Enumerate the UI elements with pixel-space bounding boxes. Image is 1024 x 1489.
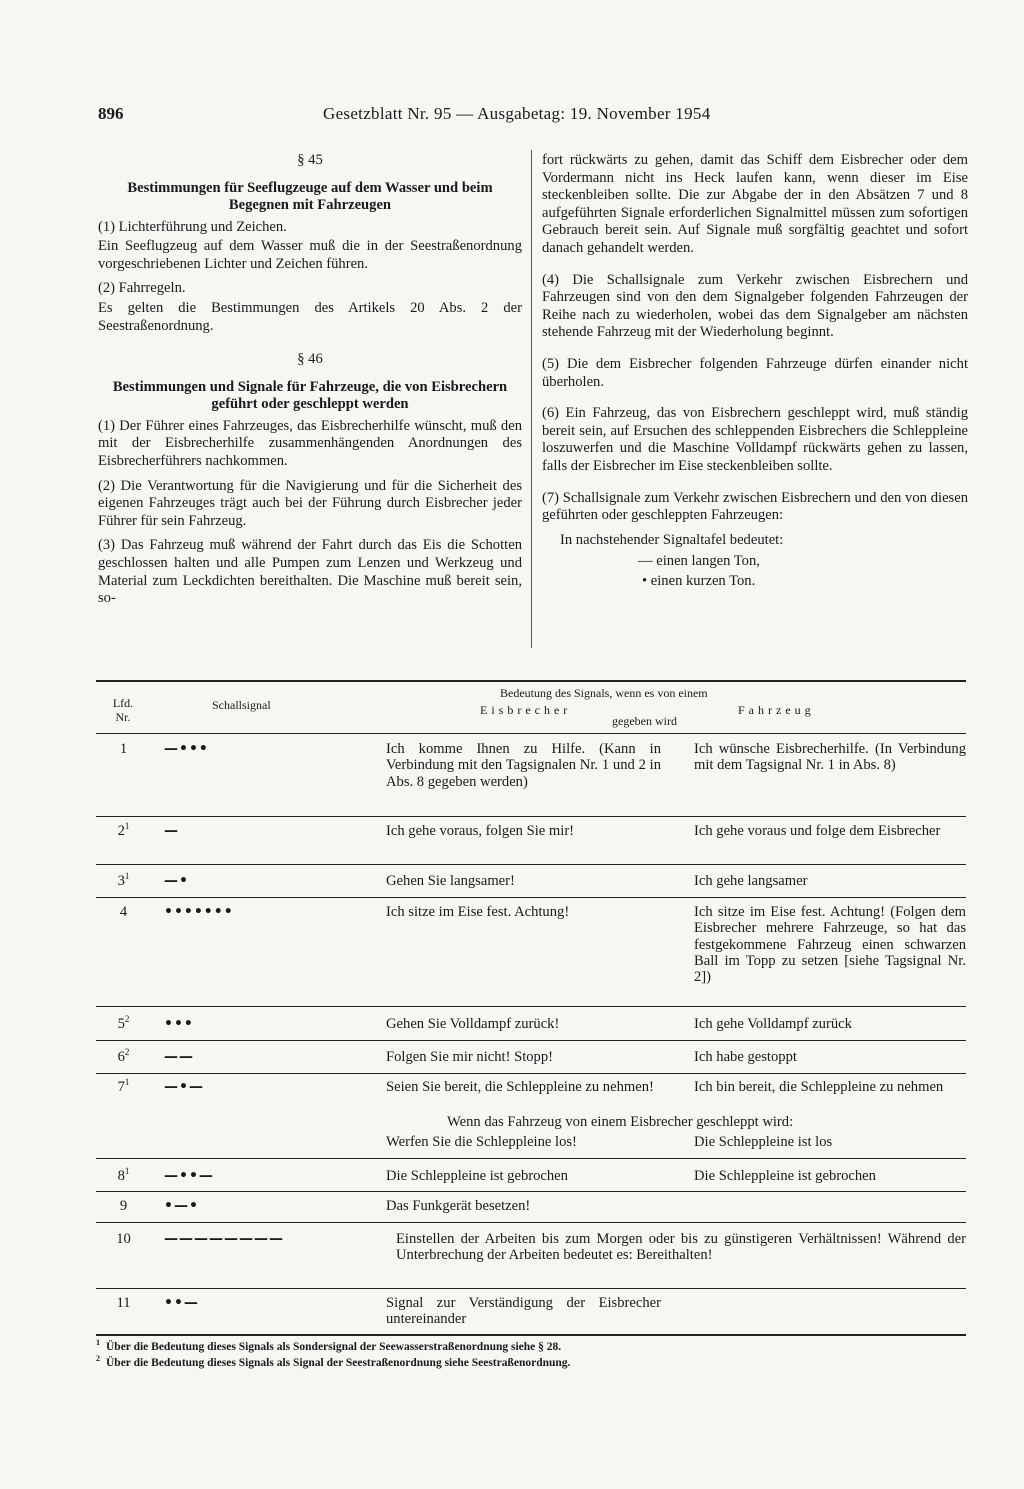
sound-signal: —••— xyxy=(164,1168,214,1184)
section-46-para-3: (3) Das Fahrzeug muß während der Fahrt durch das Eis die Schotten geschlossen halten und alle Pumpen zum Lenzen und Werkzeug und Material zum Leckdichten bereithalten. Die Maschine muß bereit sein, so- xyxy=(98,537,522,607)
page-header xyxy=(0,104,1024,128)
icebreaker-meaning: Ich gehe voraus, folgen Sie mir! xyxy=(386,823,575,839)
footnote-2: $^2$ Über die Bedeutung dieses Signals als Signal der Seestraßenordnung siehe Seestraßenordnung. xyxy=(96,1354,571,1369)
sound-signal: — xyxy=(164,823,179,839)
table-bottom-rule xyxy=(96,1334,966,1336)
footnote-1: $^1$ Über die Bedeutung dieses Signals als Sondersignal der Seewasserstraßenordnung siehe § 28. xyxy=(96,1338,562,1353)
legend-long-tone: — einen langen Ton, xyxy=(638,553,760,570)
header-schallsignal: Schallsignal xyxy=(212,698,271,712)
vessel-meaning: Die Schleppleine ist gebrochen xyxy=(694,1168,876,1184)
section-45-para-1-label: (1) Lichterführung und Zeichen. xyxy=(98,218,287,235)
section-45-para-2-label: (2) Fahrregeln. xyxy=(98,280,186,297)
row-number: $8^1$ xyxy=(117,1166,130,1184)
vessel-meaning: Ich bin bereit, die Schleppleine zu nehmen xyxy=(694,1079,944,1095)
header-bedeutung: Bedeutung des Signals, wenn es von einem xyxy=(500,686,708,700)
section-46-para-6: (6) Ein Fahrzeug, das von Eisbrechern geschleppt wird, muß ständig bereit sein, auf Ersuchen des schleppenden Eisbrechers die Schleppleine loszuwerfen und die Maschine Volldampf rückwärts gehen zu lassen, falls der Eisbrecher im Eise steckenbleiben sollte. xyxy=(542,405,968,474)
section-45-para-1: Ein Seeflugzeug auf dem Wasser muß die in der Seestraßenordnung vorgeschriebenen Lichter und Zeichen führen. xyxy=(98,238,522,272)
section-46-para-3-continued: fort rückwärts zu gehen, damit das Schiff dem Eisbrecher oder dem Vordermann nicht ins Heck laufen kann, wenn dieser im Eise steckenbleiben sollte. Die zur Abgabe der in den Absätzen 7 und 8 aufgeführten Signale erforderlichen Signalmittel müssen zum sofortigen Gebrauch bereit sein. Auf Signale muß sorgfältig geachtet und sofort danach gehandelt werden. xyxy=(542,152,968,256)
section-46-title: Bestimmungen und Signale für Fahrzeuge, die von Eisbrechern geführt oder geschleppt werden xyxy=(112,378,508,412)
sound-signal: —— xyxy=(164,1049,194,1065)
row-divider xyxy=(96,1158,966,1159)
section-46-para-4: (4) Die Schallsignale zum Verkehr zwischen Eisbrechern und Fahrzeugen sind von den dem Signalgeber folgenden Fahrzeugen der Reihe nach zu wiederholen, wobei das dem Signalgeber am nächsten stehende Fahrzeug mit der Wiederholung beginnt. xyxy=(542,271,968,341)
icebreaker-meaning: Ich komme Ihnen zu Hilfe. (Kann in Verbindung mit den Tagsignalen Nr. 1 und 2 in Abs. 8 gegeben werden) xyxy=(386,741,661,790)
header-fahrzeug: Fahrzeug xyxy=(738,703,815,717)
section-46-para-7: (7) Schallsignale zum Verkehr zwischen Eisbrechern und den von diesen geführten oder geschleppten Fahrzeugen: xyxy=(542,489,968,524)
section-45-title: Bestimmungen für Seeflugzeuge auf dem Wasser und beim Begegnen mit Fahrzeugen xyxy=(127,179,493,213)
row-number: 4 xyxy=(119,904,128,920)
section-46-para-1: (1) Der Führer eines Fahrzeuges, das Eisbrecherhilfe wünscht, muß den mit der Eisbrecherhilfe zusammenhängenden Anordnungen des Eisbrecherführers nachkommen. xyxy=(98,417,522,469)
vessel-meaning: Ich sitze im Eise fest. Achtung! (Folgen dem Eisbrecher mehrere Fahrzeuge, so hat das festgekommene Fahrzeug einen schwarzen Ball im Topp zu setzen [siehe Tagsignal Nr. 2]) xyxy=(694,904,966,986)
page-number: 896 xyxy=(98,104,124,123)
section-45-para-2: Es gelten die Bestimmungen des Artikels 20 Abs. 2 der Seestraßenordnung. xyxy=(98,299,522,334)
sound-signal: •—• xyxy=(164,1198,199,1214)
sound-signal: ———————— xyxy=(164,1231,284,1247)
icebreaker-meaning: Gehen Sie Volldampf zurück! xyxy=(386,1016,560,1032)
sound-signal: ••••••• xyxy=(164,904,234,920)
sound-signal: ••— xyxy=(164,1295,199,1311)
icebreaker-meaning: Ich sitze im Eise fest. Achtung! xyxy=(386,904,570,920)
column-divider xyxy=(531,150,532,648)
vessel-meaning: Ich habe gestoppt xyxy=(694,1049,797,1065)
sound-signal: —• xyxy=(164,873,189,889)
icebreaker-meaning: Das Funkgerät besetzen! xyxy=(386,1198,531,1214)
vessel-meaning-towed: Die Schleppleine ist los xyxy=(694,1134,833,1150)
vessel-meaning: Ich gehe langsamer xyxy=(694,873,808,889)
towing-note: Wenn das Fahrzeug von einem Eisbrecher geschleppt wird: xyxy=(447,1114,794,1130)
row-divider xyxy=(96,1073,966,1074)
row-number: 11 xyxy=(116,1295,131,1311)
sound-signal: —•— xyxy=(164,1079,204,1095)
header-gegeben: gegeben wird xyxy=(612,714,677,728)
row-divider xyxy=(96,1040,966,1041)
section-46-para-5: (5) Die dem Eisbrecher folgenden Fahrzeuge dürfen einander nicht überholen. xyxy=(542,355,968,390)
vessel-meaning: Ich gehe voraus und folge dem Eisbrecher xyxy=(694,823,941,839)
row-number: $6^2$ xyxy=(117,1047,130,1065)
shared-meaning: Einstellen der Arbeiten bis zum Morgen oder bis zu günstigeren Verhältnissen! Während der Unterbrechung der Arbeiten bedeutet es: Bereithalten! xyxy=(396,1231,966,1264)
left-column xyxy=(98,152,522,615)
table-top-rule xyxy=(96,680,966,682)
icebreaker-meaning: Folgen Sie mir nicht! Stopp! xyxy=(386,1049,554,1065)
header-eisbrecher: Eisbrecher xyxy=(480,703,572,717)
row-number: 9 xyxy=(119,1198,128,1214)
signal-legend-intro: In nachstehender Signaltafel bedeutet: xyxy=(560,531,784,548)
vessel-meaning: Ich wünsche Eisbrecherhilfe. (In Verbindung mit dem Tagsignal Nr. 1 in Abs. 8) xyxy=(694,741,966,774)
row-number: $2^1$ xyxy=(117,821,130,839)
row-divider xyxy=(96,864,966,865)
table-header-rule xyxy=(96,733,966,734)
row-number: $3^1$ xyxy=(117,871,130,889)
header-nr: Nr. xyxy=(115,710,131,724)
row-number: $5^2$ xyxy=(117,1014,130,1032)
header-lfd: Lfd. xyxy=(112,696,134,710)
section-45-heading: § 45 xyxy=(297,152,323,168)
icebreaker-meaning: Seien Sie bereit, die Schleppleine zu nehmen! xyxy=(386,1079,654,1095)
row-number: 10 xyxy=(116,1231,131,1247)
header-lfd-nr xyxy=(108,696,138,724)
gazette-title: Gesetzblatt Nr. 95 — Ausgabetag: 19. November 1954 xyxy=(323,104,711,123)
sound-signal: —••• xyxy=(164,741,209,757)
vessel-meaning: Ich gehe Volldampf zurück xyxy=(694,1016,852,1032)
row-divider xyxy=(96,1222,966,1223)
icebreaker-meaning: Die Schleppleine ist gebrochen xyxy=(386,1168,568,1184)
right-column xyxy=(542,152,968,590)
section-46-heading: § 46 xyxy=(297,351,323,368)
icebreaker-meaning: Signal zur Verständigung der Eisbrecher untereinander xyxy=(386,1295,661,1328)
row-divider xyxy=(96,816,966,817)
sound-signal: ••• xyxy=(164,1016,194,1032)
row-divider xyxy=(96,1288,966,1289)
icebreaker-meaning-towed: Werfen Sie die Schleppleine los! xyxy=(386,1134,577,1150)
row-divider xyxy=(96,1191,966,1192)
row-divider xyxy=(96,897,966,898)
table-row xyxy=(96,1079,966,1157)
icebreaker-meaning: Gehen Sie langsamer! xyxy=(386,873,515,889)
section-46-para-2: (2) Die Verantwortung für die Navigierung und für die Sicherheit des eigenen Fahrzeuges trägt auch bei der Führung durch Eisbrecher jeder Führer für sein Fahrzeug. xyxy=(98,477,522,529)
legend-short-tone: • einen kurzen Ton. xyxy=(642,572,756,589)
row-number: 1 xyxy=(119,741,128,757)
row-divider xyxy=(96,1006,966,1007)
row-number: $7^1$ xyxy=(117,1077,130,1095)
